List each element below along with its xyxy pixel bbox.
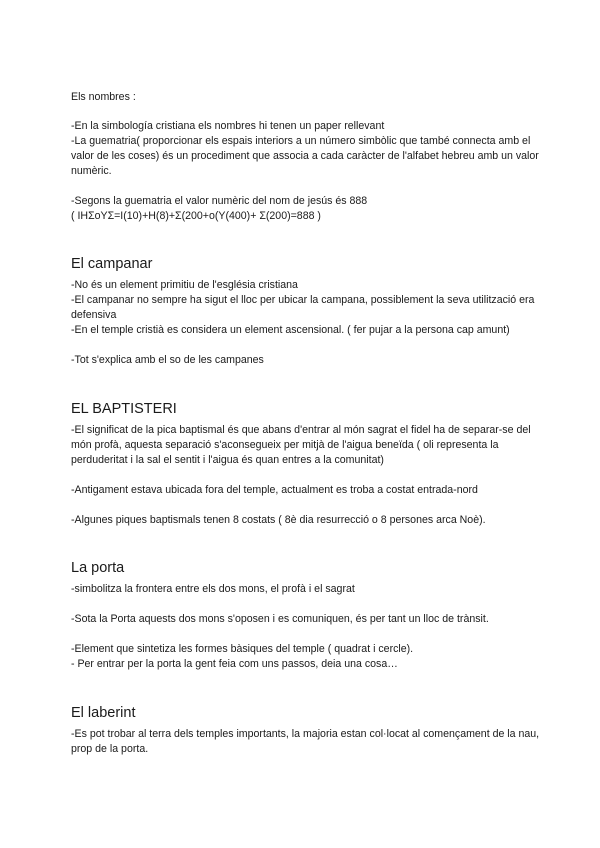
campanar-paragraph-1: -No és un element primitiu de l'església cristiana (71, 279, 298, 291)
section-title-nombres: Els nombres : (71, 91, 136, 103)
porta-paragraph-1: -simbolitza la frontera entre els dos mons, el profà i el sagrat (71, 583, 355, 595)
section-title-porta: La porta (71, 560, 125, 576)
nombres-paragraph-3: -Segons la guematria el valor numèric del nom de jesús és 888 (71, 195, 368, 207)
section-title-laberint: El laberint (71, 705, 136, 721)
nombres-paragraph-1: -En la simbología cristiana els nombres hi tenen un paper rellevant (71, 120, 385, 132)
campanar-paragraph-4: -Tot s'explica amb el so de les campanes (71, 354, 264, 366)
porta-paragraph-3: -Element que sintetiza les formes bàsiques del temple ( quadrat i cercle). (71, 643, 414, 655)
nombres-paragraph-2: -La guematria( proporcionar els espais interiors a un número simbòlic que també connecta amb el valor de les coses) és un procediment que associa a cada caràcter de l'alfabet hebreu amb un valor numèric. (71, 135, 539, 177)
baptisteri-paragraph-3: -Algunes piques baptismals tenen 8 costats ( 8è dia resurrecció o 8 persones arca Noè). (71, 514, 486, 526)
nombres-formula: ( ΙΗΣοΥΣ=Ι(10)+Η(8)+Σ(200+ο(Υ(400)+ Σ(200)=888 ) (71, 210, 321, 222)
campanar-paragraph-3: -En el temple cristià es considera un element ascensional. ( fer pujar a la persona cap amunt) (71, 324, 510, 336)
porta-paragraph-2: -Sota la Porta aquests dos mons s'oposen i es comuniquen, és per tant un lloc de trànsit. (71, 613, 489, 625)
campanar-paragraph-2: -El campanar no sempre ha sigut el lloc per ubicar la campana, possiblement la seva utilització era defensiva (71, 294, 535, 321)
laberint-paragraph-1: -Es pot trobar al terra dels temples importants, la majoria estan col·locat al començament de la nau, prop de la porta. (71, 728, 540, 755)
baptisteri-paragraph-2: -Antigament estava ubicada fora del temple, actualment es troba a costat entrada-nord (71, 484, 478, 496)
baptisteri-paragraph-1: -El significat de la pica baptismal és que abans d'entrar al món sagrat el fidel ha de separar-se del món profà, aquesta separació s'aconsegueix per mitjà de l'aigua beneïda ( oli representa la perduderitat i la sal el sentit i l'aigua és quan entres a la comunitat) (71, 424, 531, 466)
section-title-campanar: El campanar (71, 256, 153, 272)
porta-paragraph-4: - Per entrar per la porta la gent feia com uns passos, deia una cosa… (71, 658, 398, 670)
section-title-baptisteri: EL BAPTISTERI (71, 401, 177, 417)
